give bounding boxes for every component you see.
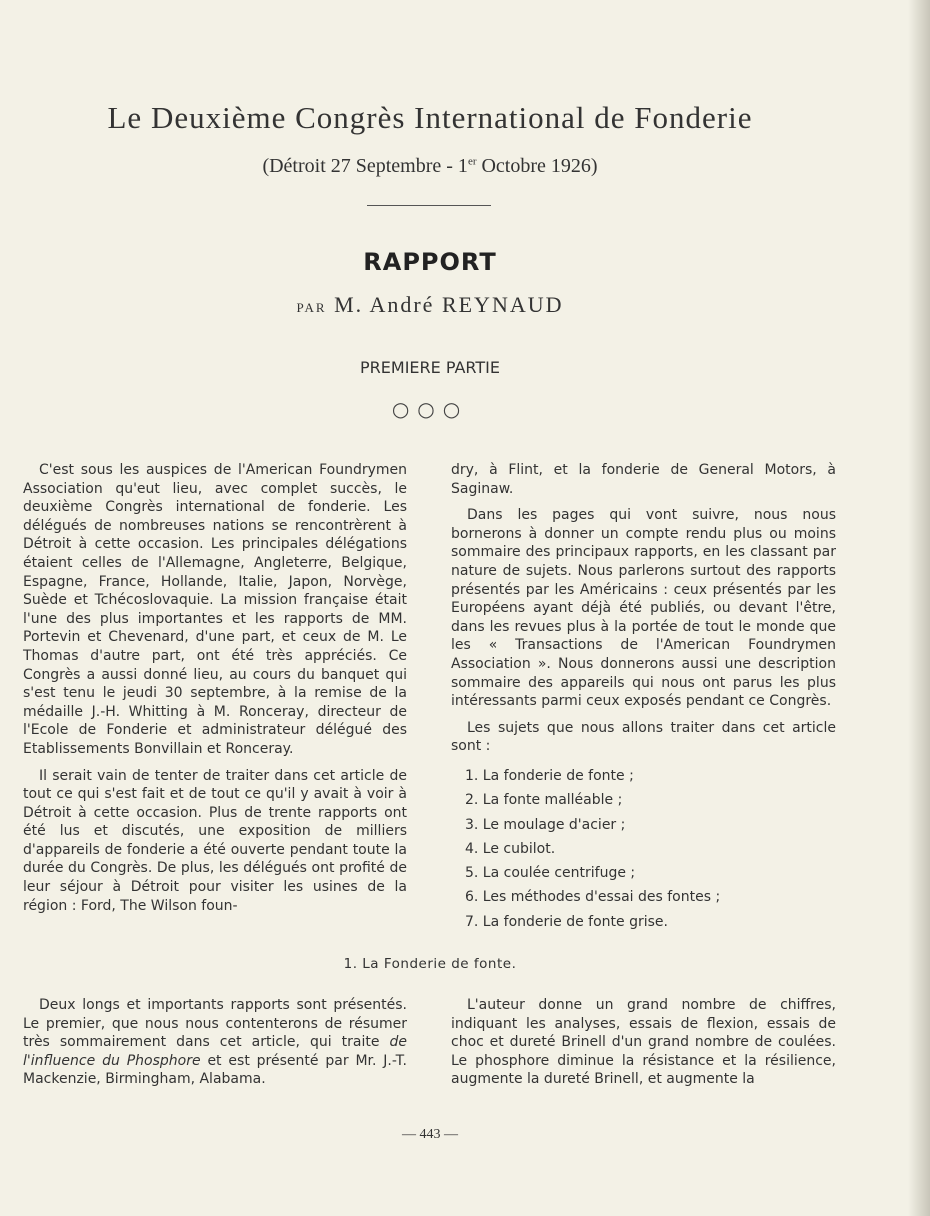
- section-text-start: Deux longs et importants rapports sont présentés. Le premier, que nous nous contenterons de résumer très sommairement dans cet article, qui traite: [23, 997, 407, 1051]
- section-text-italic: de l'influence du Phosphore: [23, 1034, 407, 1069]
- intro-column-left: [23, 461, 407, 923]
- list-item: 6. Les méthodes d'essai des fontes ;: [465, 889, 721, 906]
- section-paragraph-1: [23, 996, 407, 1089]
- part-heading: PREMIERE PARTIE: [360, 358, 500, 377]
- intro-paragraph-2: Il serait vain de tenter de traiter dans cet article de tout ce qui s'est fait et de tout ce qu'il y avait à voir à Détroit à cette occasion. Plus de trente rapports ont été lus et discutés, une exposition de milliers d'appareils de fonderie a été ouverte pendant toute la durée du Congrès. De plus, les délégués ont profité de leur séjour à Détroit pour visiter les usines de la région : Ford, The Wilson foun-: [23, 767, 407, 914]
- section-column-left: [23, 996, 407, 1097]
- section-paragraph-2: L'auteur donne un grand nombre de chiffres, indiquant les analyses, essais de flexion, essais de choc et dureté Brinell d'un grand nombre de coulées. Le phosphore diminue la résistance et la résilience, augmente la dureté Brinell, et augmente la: [451, 997, 836, 1088]
- list-item: 4. Le cubilot.: [465, 840, 556, 857]
- intro-paragraph-4: Les sujets que nous allons traiter dans cet article sont :: [451, 719, 836, 755]
- subtitle-date-end: Octobre 1926): [476, 155, 598, 177]
- page-edge-shadow: [908, 0, 930, 1216]
- article-subtitle: [0, 155, 860, 178]
- report-heading: RAPPORT: [363, 248, 497, 276]
- subtitle-superscript: er: [467, 155, 477, 168]
- author-line: [0, 292, 860, 318]
- author-given-name: M. André: [334, 292, 435, 317]
- list-item: 3. Le moulage d'acier ;: [465, 816, 626, 833]
- intro-paragraph-continued: dry, à Flint, et la fonderie de General Motors, à Saginaw.: [451, 462, 836, 497]
- intro-paragraph-3: Dans les pages qui vont suivre, nous nous bornerons à donner un compte rendu plus ou moins sommaire des principaux rapports, en les classant par nature de sujets. Nous parlerons surtout des rapports présentés par les Américains : ceux présentés par les Européens ayant déjà été publiés, ou devant l'être, dans les revues plus à la portée de tout le monde que les « Transactions de l'American Foundrymen Association ». Nous donnerons aussi une description sommaire des appareils qui nous ont parus les plus intéressants parmi ceux exposés pendant ce Congrès.: [451, 507, 836, 710]
- article-title: Le Deuxième Congrès International de Fonderie: [107, 100, 753, 135]
- section-column-right: [451, 996, 836, 1097]
- list-item: 7. La fonderie de fonte grise.: [465, 913, 668, 930]
- author-prefix: PAR: [296, 300, 327, 315]
- list-item: 1. La fonderie de fonte ;: [465, 767, 634, 784]
- intro-paragraph-1: C'est sous les auspices de l'American Foundrymen Association qu'eut lieu, avec complet succès, le deuxième Congrès international de fonderie. Les délégués de nombreuses nations se rencontrèrent à Détroit à cette occasion. Les principales délégations étaient celles de l'Allemagne, Angleterre, Belgique, Espagne, France, Hollande, Italie, Japon, Norvège, Suède et Tchécoslovaquie. La mission française était l'une des plus importantes et les rapports de MM. Portevin et Chevenard, d'une part, et ceux de M. Le Thomas d'autre part, ont été très appréciés. Ce Congrès a aussi donné lieu, au cours du banquet qui s'est tenu le jeudi 30 septembre, à la remise de la médaille J.-H. Whitting à M. Ronceray, directeur de l'Ecole de Fonderie et administrateur délégué des Etablissements Bonvillain et Ronceray.: [23, 462, 407, 757]
- section-heading: 1. La Fonderie de fonte.: [343, 956, 517, 972]
- subtitle-date-start: (Détroit 27 Septembre - 1: [262, 155, 468, 177]
- section-text-end: et est présenté par Mr. J.-T. Mackenzie, Birmingham, Alabama.: [23, 1052, 407, 1088]
- page-number: — 443 —: [402, 1127, 458, 1142]
- topics-list: [465, 764, 836, 934]
- list-item: 5. La coulée centrifuge ;: [465, 865, 636, 882]
- author-surname: REYNAUD: [441, 292, 564, 317]
- title-divider: [367, 205, 491, 206]
- intro-column-right: [451, 461, 836, 934]
- circle-ornament: ○○○: [391, 397, 469, 421]
- list-item: 2. La fonte malléable ;: [465, 792, 623, 809]
